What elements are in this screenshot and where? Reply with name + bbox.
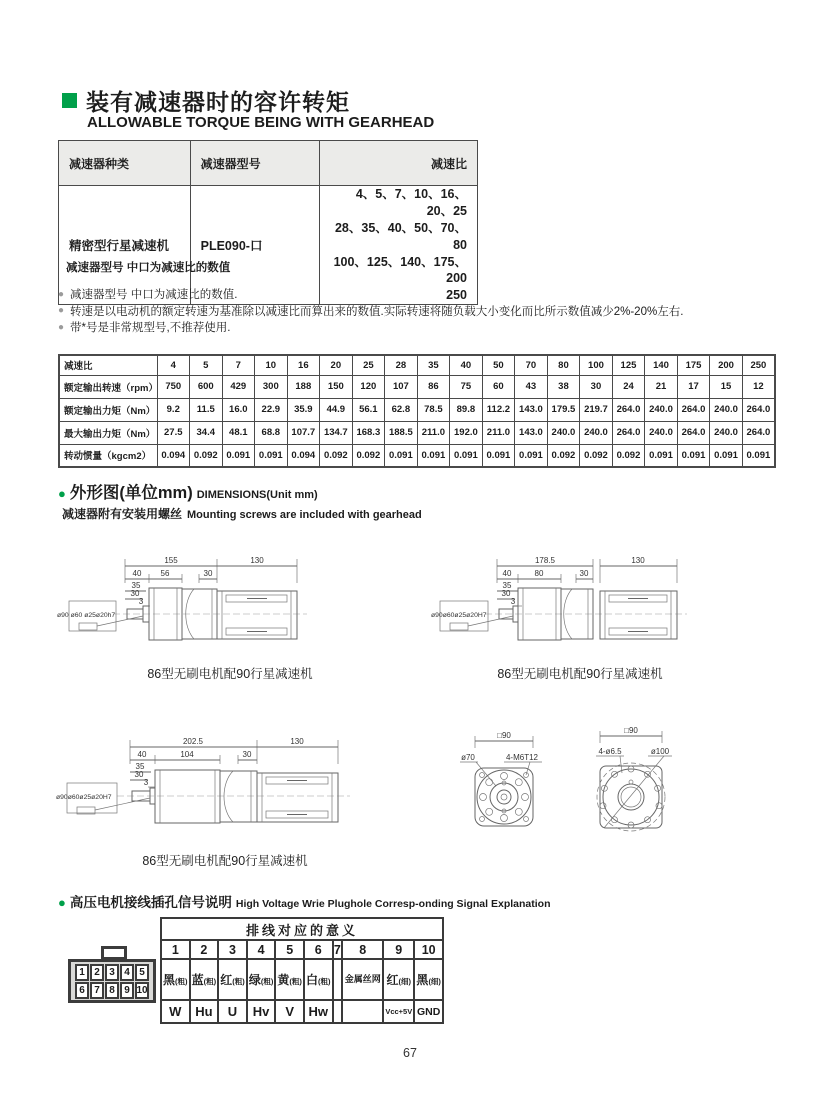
page-title [62, 84, 350, 117]
svg-text:35: 35 [502, 581, 512, 590]
spec-cell: 24 [612, 375, 645, 398]
wire-color: 黑(细) [414, 959, 443, 1000]
spec-cell: 0.094 [287, 444, 320, 467]
spec-cell: 21 [645, 375, 678, 398]
ratio-col: 40 [450, 355, 483, 375]
spec-row-max-torque [59, 421, 775, 444]
svg-text:40: 40 [137, 750, 147, 759]
svg-text:3: 3 [138, 597, 144, 606]
spec-cell: 43 [515, 375, 548, 398]
signal-heading-en: High Voltage Wrie Plughole Corresp-onding Signal Explanation [235, 898, 551, 910]
spec-cell: 27.5 [157, 421, 190, 444]
spec-cell: 120 [352, 375, 385, 398]
svg-text:30: 30 [579, 569, 589, 578]
spec-cell: 219.7 [580, 398, 613, 421]
spec-cell: 0.092 [580, 444, 613, 467]
spec-cell: 0.091 [222, 444, 255, 467]
ratio-col: 35 [417, 355, 450, 375]
ratio-col: 200 [710, 355, 743, 375]
wire-color [333, 959, 343, 1000]
wire-color: 黑(粗) [161, 959, 190, 1000]
ratio-col: 25 [352, 355, 385, 375]
signal-name: Hu [190, 1000, 219, 1023]
svg-text:130: 130 [290, 737, 304, 746]
ratio-line: 250 [446, 288, 467, 303]
ratio-line: 100、125、140、175、200 [333, 254, 467, 286]
svg-text:3: 3 [143, 778, 149, 787]
spec-cell: 143.0 [515, 421, 548, 444]
wire-color: 红(粗) [218, 959, 247, 1000]
wire-color: 绿(粗) [247, 959, 276, 1000]
spec-cell: 600 [190, 375, 223, 398]
ratio-line: 28、35、40、50、70、80 [334, 220, 467, 252]
spec-cell: 107 [385, 375, 418, 398]
side-view-drawing-202 [55, 723, 425, 858]
spec-cell: 0.091 [482, 444, 515, 467]
pin-number: 6 [304, 940, 333, 959]
spec-cell: 0.092 [612, 444, 645, 467]
spec-cell: 16.0 [222, 398, 255, 421]
spec-cell: 0.091 [417, 444, 450, 467]
connector-pin: 7 [90, 982, 104, 999]
spec-cell: 56.1 [352, 398, 385, 421]
svg-text:4-M6T12: 4-M6T12 [505, 753, 539, 762]
svg-text:30: 30 [203, 569, 213, 578]
spec-cell: 143.0 [515, 398, 548, 421]
ratio-col: 50 [482, 355, 515, 375]
spec-cell: 0.091 [742, 444, 775, 467]
connector-tab [101, 946, 127, 960]
spec-cell: 211.0 [417, 421, 450, 444]
spec-cell: 9.2 [157, 398, 190, 421]
spec-cell: 750 [157, 375, 190, 398]
wire-color: 金属丝网 [342, 959, 383, 1000]
note-text: 减速器型号 中口为减速比的数值. [70, 289, 238, 302]
pin-number: 1 [161, 940, 190, 959]
spec-cell: 107.7 [287, 421, 320, 444]
spec-cell: 0.091 [385, 444, 418, 467]
torque-spec-table [58, 354, 776, 468]
pin-number: 2 [190, 940, 219, 959]
spec-cell: 44.9 [320, 398, 353, 421]
spec-cell: 0.092 [320, 444, 353, 467]
svg-text:35: 35 [131, 581, 141, 590]
spec-cell: 0.094 [157, 444, 190, 467]
spec-cell: 264.0 [742, 421, 775, 444]
connector-pin: 4 [120, 964, 134, 981]
spec-cell: 264.0 [612, 421, 645, 444]
ratio-col: 20 [320, 355, 353, 375]
page-title-en: ALLOWABLE TORQUE BEING WITH GEARHEAD [87, 114, 435, 131]
note-item [58, 286, 683, 303]
spec-cell: 0.092 [190, 444, 223, 467]
spec-cell: 75 [450, 375, 483, 398]
spec-cell: 0.092 [352, 444, 385, 467]
spec-row-rated-torque [59, 398, 775, 421]
spec-cell: 0.091 [255, 444, 288, 467]
spec-row-speed [59, 375, 775, 398]
spec-cell: 15 [710, 375, 743, 398]
dimensions-heading-zh: 外形图(单位mm) [69, 484, 193, 502]
dimensions-sub-en: Mounting screws are included with gearhead [187, 509, 422, 521]
pin-number: 8 [342, 940, 383, 959]
spec-cell: 168.3 [352, 421, 385, 444]
note-item [58, 319, 683, 336]
spec-cell: 0.091 [677, 444, 710, 467]
signal-heading-zh: 高压电机接线插孔信号说明 [69, 895, 232, 910]
spec-cell: 78.5 [417, 398, 450, 421]
green-square-icon [62, 93, 77, 108]
spec-cell: 192.0 [450, 421, 483, 444]
spec-cell: 150 [320, 375, 353, 398]
spec-cell: 188.5 [385, 421, 418, 444]
bullet-icon: ● [58, 288, 65, 300]
spec-cell: 0.091 [515, 444, 548, 467]
pin-number: 10 [414, 940, 443, 959]
pin-number: 3 [218, 940, 247, 959]
signal-color-row [161, 959, 443, 1000]
spec-header-row [59, 355, 775, 375]
connector-pin: 2 [90, 964, 104, 981]
row-label: 额定输出力矩（Nm） [59, 398, 157, 421]
spec-cell: 0.092 [547, 444, 580, 467]
svg-text:30: 30 [501, 589, 511, 598]
gearhead-type-table [58, 140, 478, 305]
bullet-green-icon: ● [58, 486, 66, 501]
spec-cell: 62.8 [385, 398, 418, 421]
spec-cell: 179.5 [547, 398, 580, 421]
connector-pin: 10 [135, 982, 149, 999]
flange-view-m6 [438, 726, 568, 838]
page-title-zh: 装有减速器时的容许转矩 [86, 89, 350, 115]
svg-text:40: 40 [502, 569, 512, 578]
svg-text:30: 30 [130, 589, 140, 598]
bullet-icon: ● [58, 321, 65, 333]
svg-text:178.5: 178.5 [534, 556, 556, 565]
svg-text:202.5: 202.5 [182, 737, 204, 746]
svg-text:35: 35 [135, 762, 145, 771]
signal-table [160, 917, 444, 1024]
spec-cell: 35.9 [287, 398, 320, 421]
spec-cell: 17 [677, 375, 710, 398]
gh-header-ratio: 减速比 [320, 141, 478, 186]
signal-name [342, 1000, 383, 1023]
svg-text:155: 155 [164, 556, 178, 565]
spec-cell: 60 [482, 375, 515, 398]
ratio-col: 10 [255, 355, 288, 375]
gh-cell-model: PLE090-口 [190, 186, 320, 305]
signal-heading [58, 891, 551, 911]
signal-name: W [161, 1000, 190, 1023]
gh-header-model: 减速器型号 [190, 141, 320, 186]
spec-cell: 68.8 [255, 421, 288, 444]
pin-number: 7 [333, 940, 343, 959]
ratio-col: 140 [645, 355, 678, 375]
ratio-col: 100 [580, 355, 613, 375]
flange-view-holes [578, 722, 713, 842]
spec-cell: 264.0 [677, 398, 710, 421]
svg-text:ø70: ø70 [461, 753, 475, 762]
ratio-col: 28 [385, 355, 418, 375]
spec-cell: 264.0 [742, 398, 775, 421]
svg-text:□90: □90 [624, 726, 638, 735]
wire-color: 黄(粗) [275, 959, 304, 1000]
spec-cell: 0.091 [645, 444, 678, 467]
wire-color: 红(细) [383, 959, 414, 1000]
signal-name: Hv [247, 1000, 276, 1023]
drawing-caption: 86型无刷电机配90行星减速机 [142, 854, 308, 868]
svg-text:ø90ø60ø25ø20H7: ø90ø60ø25ø20H7 [431, 612, 487, 619]
svg-text:130: 130 [631, 556, 645, 565]
spec-cell: 429 [222, 375, 255, 398]
connector-row-bottom [71, 982, 153, 999]
spec-cell: 48.1 [222, 421, 255, 444]
svg-text:104: 104 [180, 750, 194, 759]
ratio-col: 16 [287, 355, 320, 375]
row-label: 最大输出力矩（Nm） [59, 421, 157, 444]
dimensions-sub-zh: 减速器附有安装用螺丝 [62, 507, 183, 521]
spec-cell: 22.9 [255, 398, 288, 421]
svg-text:130: 130 [250, 556, 264, 565]
spec-cell: 0.091 [710, 444, 743, 467]
spec-cell: 34.4 [190, 421, 223, 444]
wire-color: 蓝(粗) [190, 959, 219, 1000]
note-text: 带*号是非常规型号,不推荐使用. [70, 322, 231, 335]
ratio-col: 250 [742, 355, 775, 375]
drawing-caption: 86型无刷电机配90行星减速机 [497, 667, 663, 681]
signal-table-title: 排线对应的意义 [161, 918, 443, 940]
connector-pin: 5 [135, 964, 149, 981]
bullet-green-icon: ● [58, 895, 66, 910]
spec-cell: 12 [742, 375, 775, 398]
spec-cell: 86 [417, 375, 450, 398]
dimensions-subheading [62, 505, 422, 522]
notes-list [58, 286, 683, 336]
ratio-col: 7 [222, 355, 255, 375]
svg-text:ø90ø60ø25ø20H7: ø90ø60ø25ø20H7 [56, 794, 112, 801]
svg-text:□90: □90 [497, 731, 511, 740]
connector-row-top [71, 964, 153, 981]
ratio-col: 175 [677, 355, 710, 375]
signal-name-row [161, 1000, 443, 1023]
spec-cell: 240.0 [710, 398, 743, 421]
spec-cell: 240.0 [580, 421, 613, 444]
connector-pin: 8 [105, 982, 119, 999]
signal-name: V [275, 1000, 304, 1023]
ratio-col: 70 [515, 355, 548, 375]
ratio-col: 80 [547, 355, 580, 375]
svg-text:ø90 ø60 ø25ø20h7: ø90 ø60 ø25ø20h7 [57, 612, 116, 619]
svg-text:ø100: ø100 [650, 747, 670, 756]
ratio-col: 5 [190, 355, 223, 375]
spec-cell: 0.091 [450, 444, 483, 467]
signal-name: GND [414, 1000, 443, 1023]
svg-text:4-ø6.5: 4-ø6.5 [598, 747, 622, 756]
side-view-drawing-155 [55, 543, 405, 673]
signal-name: Vcc+5V [383, 1000, 414, 1023]
page-number: 67 [403, 1046, 417, 1060]
spec-cell: 188 [287, 375, 320, 398]
spec-row-inertia [59, 444, 775, 467]
pin-number: 9 [383, 940, 414, 959]
svg-text:40: 40 [132, 569, 142, 578]
pin-number: 5 [275, 940, 304, 959]
bullet-icon: ● [58, 305, 65, 317]
connector-pin: 3 [105, 964, 119, 981]
svg-text:56: 56 [160, 569, 170, 578]
connector-pin: 9 [120, 982, 134, 999]
spec-cell: 264.0 [612, 398, 645, 421]
dimensions-heading-en: DIMENSIONS(Unit mm) [196, 489, 318, 501]
spec-cell: 300 [255, 375, 288, 398]
ratio-col: 4 [157, 355, 190, 375]
spec-cell: 89.8 [450, 398, 483, 421]
signal-pin-row [161, 940, 443, 959]
note-item [58, 303, 683, 320]
gearhead-table-note: 减速器型号 中口为减速比的数值 [66, 262, 231, 274]
row-label: 额定输出转速（rpm） [59, 375, 157, 398]
connector-plug-icon [68, 946, 160, 1003]
signal-name: U [218, 1000, 247, 1023]
spec-cell: 240.0 [645, 421, 678, 444]
side-view-drawing-178 [430, 543, 775, 673]
ratio-line: 4、5、7、10、16、20、25 [355, 187, 467, 218]
spec-cell: 240.0 [547, 421, 580, 444]
svg-text:30: 30 [242, 750, 252, 759]
dimensions-heading [58, 479, 318, 503]
spec-cell: 134.7 [320, 421, 353, 444]
note-text: 转速是以电动机的额定转速为基准除以减速比而算出来的数值.实际转速将随负载大小变化而比所示数值减少2%-20%左右. [70, 305, 684, 318]
svg-text:80: 80 [534, 569, 544, 578]
spec-cell: 11.5 [190, 398, 223, 421]
signal-name: Hw [304, 1000, 333, 1023]
drawing-caption: 86型无刷电机配90行星减速机 [147, 667, 313, 681]
svg-text:3: 3 [510, 597, 516, 606]
pin-number: 4 [247, 940, 276, 959]
connector-body [68, 959, 156, 1003]
svg-text:30: 30 [134, 770, 144, 779]
spec-cell: 264.0 [677, 421, 710, 444]
connector-pin: 1 [75, 964, 89, 981]
gh-cell-type: 精密型行星减速机 [59, 186, 191, 305]
ratio-col: 125 [612, 355, 645, 375]
spec-cell: 240.0 [645, 398, 678, 421]
row-label: 转动惯量（kgcm2） [59, 444, 157, 467]
gh-header-type: 减速器种类 [59, 141, 191, 186]
connector-pin: 6 [75, 982, 89, 999]
spec-cell: 211.0 [482, 421, 515, 444]
spec-cell: 30 [580, 375, 613, 398]
spec-cell: 112.2 [482, 398, 515, 421]
signal-name [333, 1000, 343, 1023]
spec-ratio-label: 减速比 [59, 355, 157, 375]
spec-cell: 240.0 [710, 421, 743, 444]
spec-cell: 38 [547, 375, 580, 398]
wire-color: 白(粗) [304, 959, 333, 1000]
